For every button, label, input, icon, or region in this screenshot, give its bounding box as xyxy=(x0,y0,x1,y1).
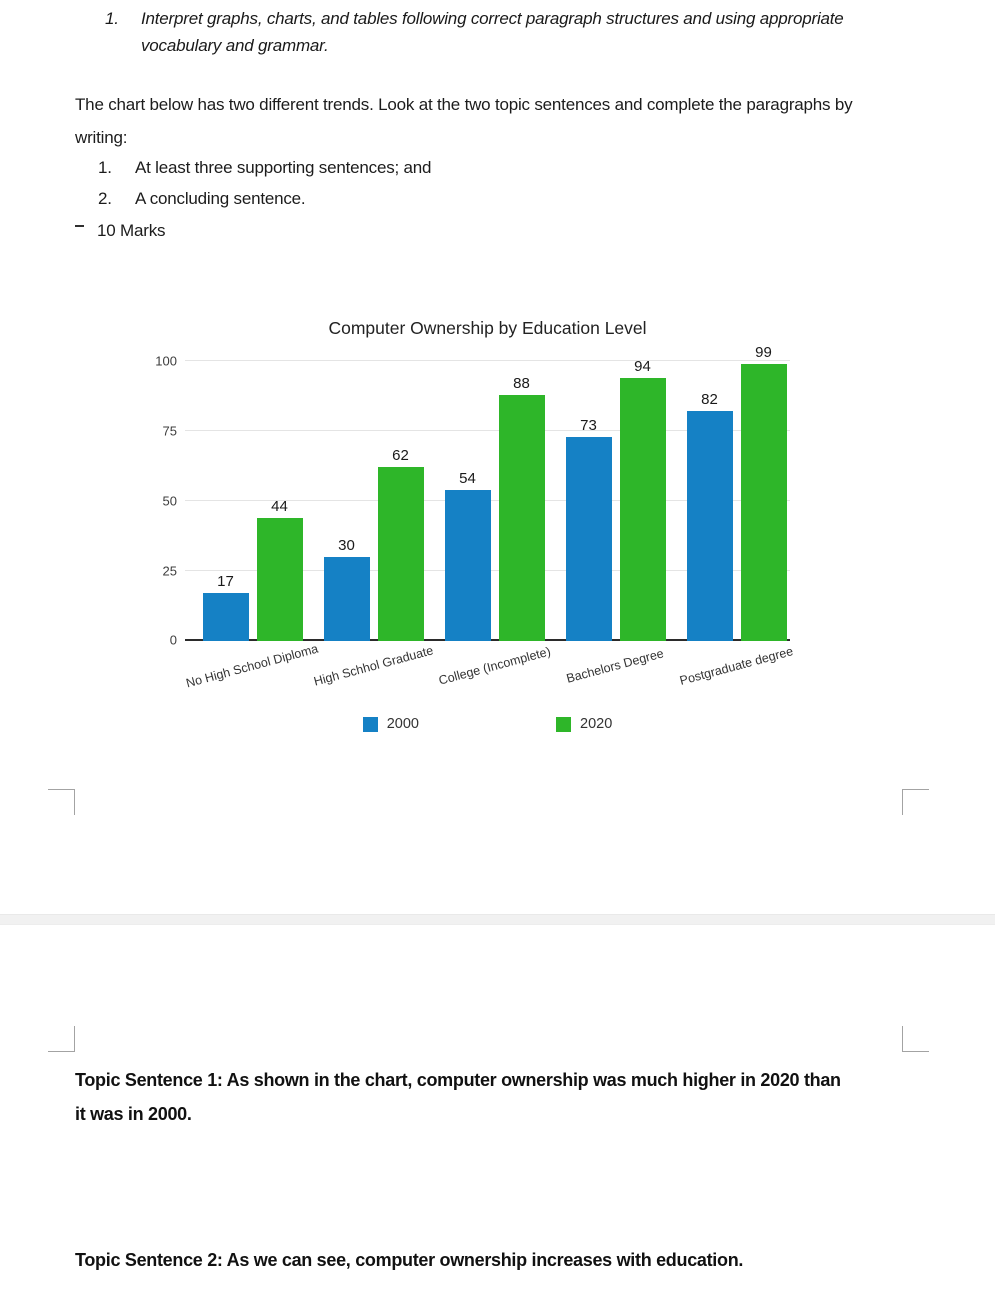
bar-2020-5 xyxy=(741,364,787,641)
bar-column xyxy=(687,391,733,641)
bar-column xyxy=(257,498,303,641)
x-axis-label-5: Postgraduate degree xyxy=(678,644,795,688)
bar-group-1 xyxy=(192,498,313,641)
page-corner-mark xyxy=(48,1026,75,1052)
page-corner-mark xyxy=(902,789,929,815)
bars-layer xyxy=(192,343,790,641)
bar-2020-1 xyxy=(257,518,303,641)
marks-text: 10 Marks xyxy=(97,221,166,240)
x-axis-label-cell xyxy=(676,644,797,688)
topic-sentence-1: Topic Sentence 1: As shown in the chart, computer ownership was much higher in 2020 than it was in 2000. xyxy=(75,1070,841,1124)
x-axis-label-cell xyxy=(434,644,555,688)
task-item-text: A concluding sentence. xyxy=(135,189,306,208)
y-tick-label-75: 75 xyxy=(162,423,177,439)
x-axis-label-1: No High School Diploma xyxy=(184,641,321,691)
legend-item-2000 xyxy=(363,716,419,732)
task-item-number: 2. xyxy=(98,189,112,208)
task-list-item xyxy=(98,158,431,177)
bar-group-2 xyxy=(313,447,434,641)
bar-chart-plot-area xyxy=(155,343,790,648)
page-corner-mark xyxy=(48,789,75,815)
bar-column xyxy=(324,537,370,641)
x-axis-labels xyxy=(184,641,797,691)
bar-column xyxy=(445,470,491,641)
bar-column xyxy=(378,447,424,641)
bar-value-label: 99 xyxy=(755,343,772,361)
y-tick-label-100: 100 xyxy=(155,353,177,369)
page-corner-mark xyxy=(902,1026,929,1052)
dash-bullet-icon xyxy=(75,225,84,228)
bar-2000-5 xyxy=(687,411,733,641)
task-item-number: 1. xyxy=(98,158,112,177)
bar-column xyxy=(741,344,787,641)
bar-column xyxy=(620,358,666,641)
task-list xyxy=(98,158,431,220)
legend-label: 2020 xyxy=(580,716,613,732)
x-axis-label-cell xyxy=(312,643,435,689)
y-tick-label-50: 50 xyxy=(162,493,177,509)
bar-2000-2 xyxy=(324,557,370,641)
bar-value-label: 88 xyxy=(513,374,530,392)
legend-swatch-icon xyxy=(556,717,571,732)
x-axis-label-cell xyxy=(184,641,321,691)
bar-2020-3 xyxy=(499,395,545,641)
y-tick-label-25: 25 xyxy=(162,563,177,579)
bar-value-label: 44 xyxy=(271,497,288,515)
objective-item-number: 1. xyxy=(105,9,119,28)
page-break-band xyxy=(0,914,995,925)
chart-legend xyxy=(185,716,790,732)
marks-line xyxy=(75,221,165,241)
bar-value-label: 54 xyxy=(459,469,476,487)
bar-column xyxy=(499,375,545,641)
intro-paragraph: The chart below has two different trends. Look at the two topic sentences and complete the paragraphs by writing: xyxy=(75,95,853,147)
topic-sentence-2: Topic Sentence 2: As we can see, computer ownership increases with education. xyxy=(75,1250,744,1270)
x-axis-label-cell xyxy=(555,645,676,686)
bar-value-label: 62 xyxy=(392,447,409,465)
x-axis-label-4: Bachelors Degree xyxy=(565,646,666,686)
legend-swatch-icon xyxy=(363,717,378,732)
legend-label: 2000 xyxy=(386,716,419,732)
bar-2000-1 xyxy=(203,593,249,641)
bar-group-4 xyxy=(555,358,676,641)
bar-column xyxy=(203,573,249,641)
legend-item-2020 xyxy=(556,716,612,732)
bar-group-3 xyxy=(434,375,555,641)
chart-title: Computer Ownership by Education Level xyxy=(328,318,647,338)
y-tick-label-0: 0 xyxy=(169,632,177,648)
bar-value-label: 82 xyxy=(701,391,718,409)
bar-2000-3 xyxy=(445,490,491,641)
bar-2020-2 xyxy=(378,467,424,641)
bar-2020-4 xyxy=(620,378,666,641)
bar-value-label: 94 xyxy=(634,357,651,375)
task-list-item xyxy=(98,189,431,208)
bar-value-label: 17 xyxy=(217,573,234,591)
x-axis-label-2: High Schhol Graduate xyxy=(312,643,435,689)
assignment-objective-item xyxy=(105,5,885,59)
bar-column xyxy=(566,417,612,641)
bar-group-5 xyxy=(676,344,797,641)
bar-2000-4 xyxy=(566,437,612,641)
x-axis-label-3: College (Incomplete) xyxy=(436,644,553,688)
objective-item-text: Interpret graphs, charts, and tables following correct paragraph structures and using appropriate vocabulary and grammar. xyxy=(141,9,844,55)
bar-value-label: 30 xyxy=(338,537,355,554)
bar-value-label: 73 xyxy=(580,416,597,434)
task-item-text: At least three supporting sentences; and xyxy=(135,158,432,177)
